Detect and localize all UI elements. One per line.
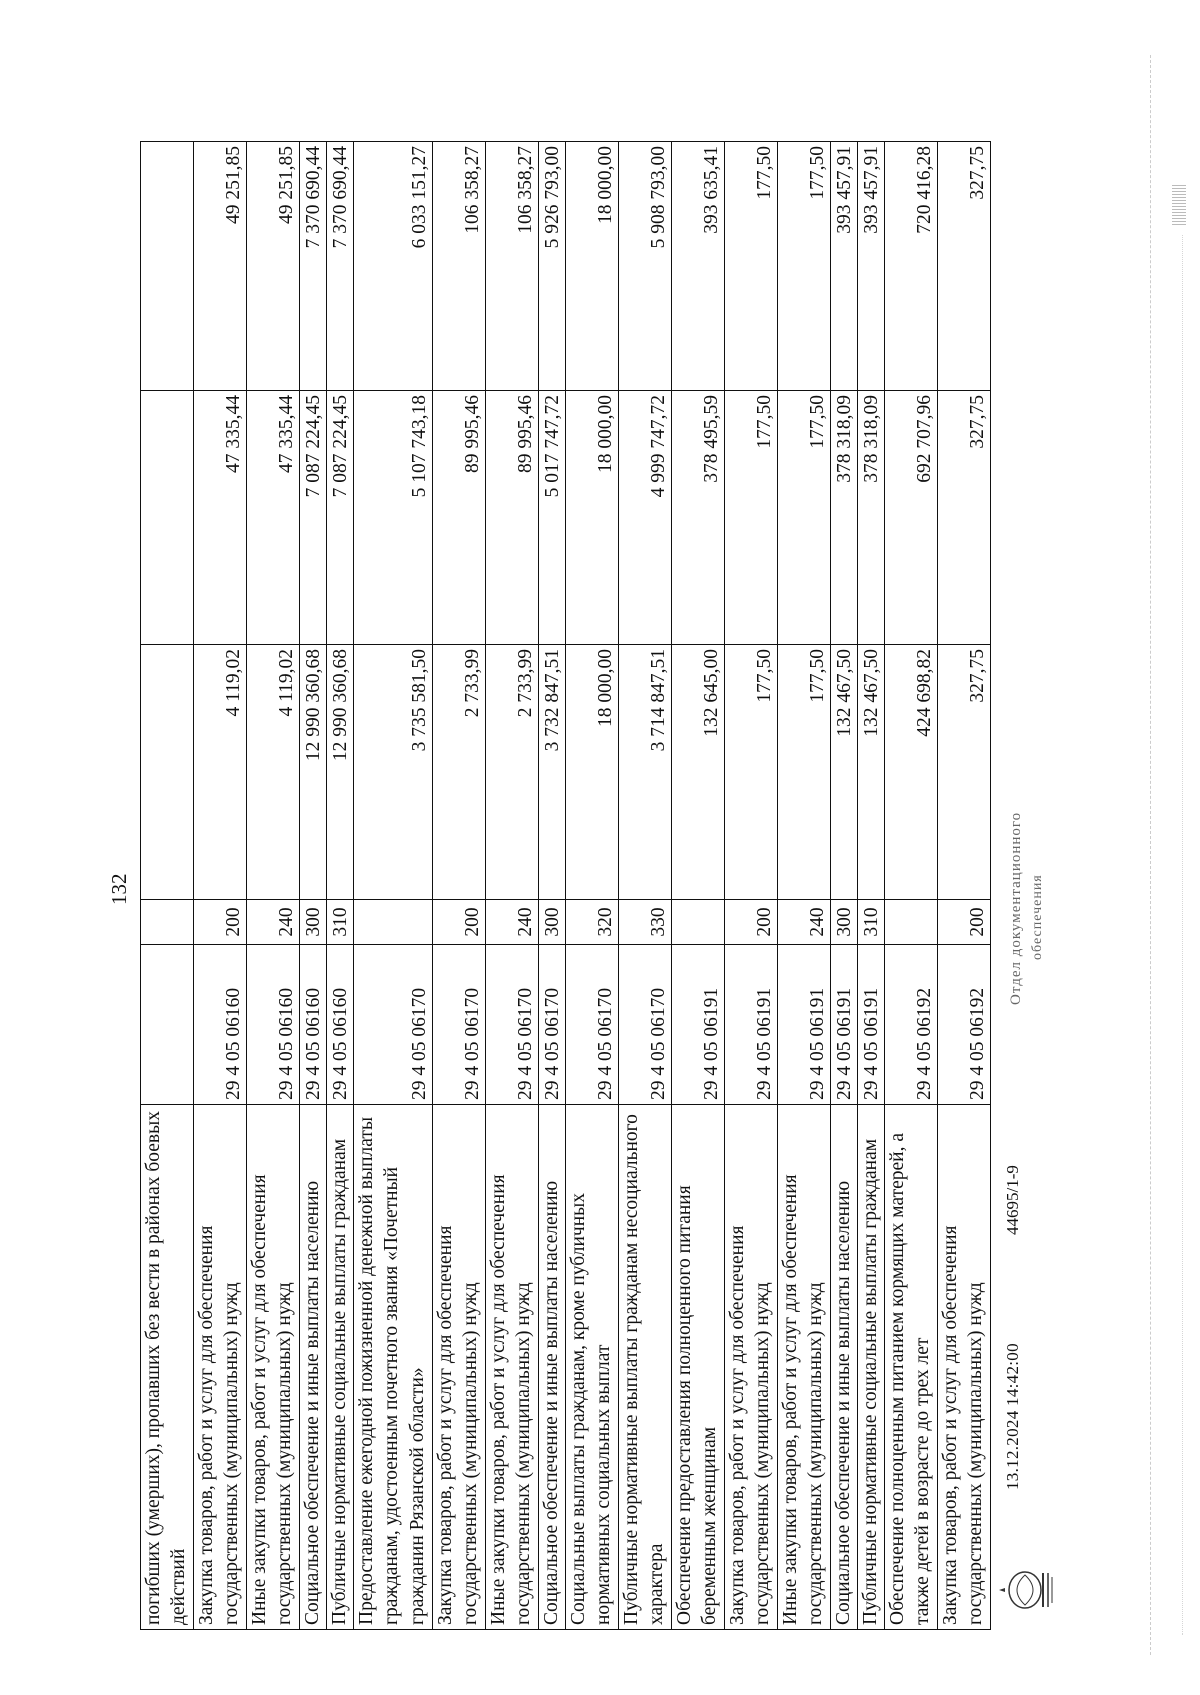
row-value-1: 327,75 — [938, 645, 991, 900]
row-vr — [354, 900, 433, 945]
scan-artifact-mark — [1172, 185, 1186, 225]
row-name: погибших (умерших), пропавших без вести в районах боевых действий — [141, 1105, 194, 1630]
row-code: 29 4 05 06170 — [486, 945, 539, 1105]
row-value-1: 3 714 847,51 — [619, 645, 672, 900]
row-value-2: 18 000,00 — [566, 391, 619, 645]
department-stamp-line-1: Отдел документационного — [1008, 811, 1024, 1005]
row-value-3: 7 370 690,44 — [327, 142, 354, 391]
footer-timestamp: 13.12.2024 14:42:00 — [1003, 1343, 1022, 1490]
table-row — [433, 142, 486, 1630]
row-vr: 200 — [725, 900, 778, 945]
table-row — [194, 142, 247, 1630]
row-name: Социальное обеспечение и иные выплаты населению — [539, 1105, 566, 1630]
row-vr: 320 — [566, 900, 619, 945]
table-row — [354, 142, 433, 1630]
table-row — [327, 142, 354, 1630]
row-value-1: 132 467,50 — [858, 645, 885, 900]
row-value-3: 7 370 690,44 — [300, 142, 327, 391]
row-value-2: 47 335,44 — [194, 391, 247, 645]
row-vr: 200 — [433, 900, 486, 945]
table-row — [672, 142, 725, 1630]
row-vr: 310 — [858, 900, 885, 945]
row-name: Публичные нормативные социальные выплаты гражданам — [327, 1105, 354, 1630]
row-name: Закупка товаров, работ и услуг для обеспечения государственных (муниципальных) нужд — [194, 1105, 247, 1630]
row-value-1: 4 119,02 — [194, 645, 247, 900]
row-code: 29 4 05 06160 — [247, 945, 300, 1105]
row-name: Предоставление ежегодной пожизненной денежной выплаты гражданам, удостоенным почетного звания «Почетный гражданин Рязанской области» — [354, 1105, 433, 1630]
page-number: 132 — [107, 873, 131, 905]
row-code: 29 4 05 06170 — [354, 945, 433, 1105]
row-value-3: 18 000,00 — [566, 142, 619, 391]
row-value-2: 327,75 — [938, 391, 991, 645]
row-value-2: 7 087 224,45 — [300, 391, 327, 645]
row-value-1: 132 645,00 — [672, 645, 725, 900]
row-value-2: 378 318,09 — [858, 391, 885, 645]
row-value-1: 18 000,00 — [566, 645, 619, 900]
row-value-2: 89 995,46 — [486, 391, 539, 645]
row-vr: 240 — [247, 900, 300, 945]
row-vr — [141, 900, 194, 945]
row-vr: 200 — [938, 900, 991, 945]
row-code: 29 4 05 06191 — [778, 945, 831, 1105]
row-value-2: 378 318,09 — [831, 391, 858, 645]
table-row — [486, 142, 539, 1630]
row-value-1: 2 733,99 — [486, 645, 539, 900]
row-value-3: 393 457,91 — [831, 142, 858, 391]
row-value-2: 5 017 747,72 — [539, 391, 566, 645]
row-value-1 — [141, 645, 194, 900]
table-row — [619, 142, 672, 1630]
table-row — [858, 142, 885, 1630]
footer-document-code: 44695/1-9 — [1003, 1165, 1022, 1235]
row-value-2: 378 495,59 — [672, 391, 725, 645]
row-code: 29 4 05 06170 — [566, 945, 619, 1105]
row-value-1: 177,50 — [725, 645, 778, 900]
row-value-3: 720 416,28 — [885, 142, 938, 391]
row-value-3: 5 926 793,00 — [539, 142, 566, 391]
row-value-2: 4 999 747,72 — [619, 391, 672, 645]
row-value-2: 89 995,46 — [433, 391, 486, 645]
row-code: 29 4 05 06191 — [858, 945, 885, 1105]
coat-of-arms-emblem-icon — [995, 1565, 1055, 1615]
row-name: Иные закупки товаров, работ и услуг для обеспечения государственных (муниципальных) нужд — [247, 1105, 300, 1630]
row-vr: 310 — [327, 900, 354, 945]
row-name: Обеспечение полноценным питанием кормящих матерей, а также детей в возрасте до трех лет — [885, 1105, 938, 1630]
row-value-1: 2 733,99 — [433, 645, 486, 900]
row-value-3: 177,50 — [725, 142, 778, 391]
table-row — [831, 142, 858, 1630]
table-row — [247, 142, 300, 1630]
row-vr: 240 — [778, 900, 831, 945]
row-value-1: 3 735 581,50 — [354, 645, 433, 900]
row-code: 29 4 05 06192 — [885, 945, 938, 1105]
row-code: 29 4 05 06160 — [194, 945, 247, 1105]
row-code: 29 4 05 06192 — [938, 945, 991, 1105]
row-value-1: 3 732 847,51 — [539, 645, 566, 900]
row-value-3: 106 358,27 — [486, 142, 539, 391]
row-vr: 240 — [486, 900, 539, 945]
row-code: 29 4 05 06191 — [672, 945, 725, 1105]
row-name: Иные закупки товаров, работ и услуг для обеспечения государственных (муниципальных) нужд — [486, 1105, 539, 1630]
row-code: 29 4 05 06170 — [539, 945, 566, 1105]
row-value-3: 393 457,91 — [858, 142, 885, 391]
row-value-1: 12 990 360,68 — [300, 645, 327, 900]
row-value-3: 327,75 — [938, 142, 991, 391]
table-row — [938, 142, 991, 1630]
row-code: 29 4 05 06191 — [831, 945, 858, 1105]
row-vr: 300 — [539, 900, 566, 945]
scan-artifact-line — [1182, 235, 1183, 1635]
row-name: Закупка товаров, работ и услуг для обеспечения государственных (муниципальных) нужд — [725, 1105, 778, 1630]
row-code: 29 4 05 06160 — [327, 945, 354, 1105]
table-row — [300, 142, 327, 1630]
table-row — [141, 142, 194, 1630]
row-code: 29 4 05 06191 — [725, 945, 778, 1105]
row-vr — [885, 900, 938, 945]
row-value-3 — [141, 142, 194, 391]
row-value-2: 7 087 224,45 — [327, 391, 354, 645]
scan-artifact-line — [1150, 55, 1151, 1655]
row-name: Иные закупки товаров, работ и услуг для обеспечения государственных (муниципальных) нужд — [778, 1105, 831, 1630]
row-value-3: 106 358,27 — [433, 142, 486, 391]
row-name: Социальное обеспечение и иные выплаты населению — [831, 1105, 858, 1630]
budget-table — [140, 141, 991, 1630]
row-vr: 200 — [194, 900, 247, 945]
row-value-3: 49 251,85 — [194, 142, 247, 391]
row-value-3: 393 635,41 — [672, 142, 725, 391]
table-row — [778, 142, 831, 1630]
row-value-3: 49 251,85 — [247, 142, 300, 391]
row-code: 29 4 05 06170 — [433, 945, 486, 1105]
row-value-3: 177,50 — [778, 142, 831, 391]
row-value-2: 692 707,96 — [885, 391, 938, 645]
row-value-2: 5 107 743,18 — [354, 391, 433, 645]
row-vr: 300 — [831, 900, 858, 945]
row-value-1: 4 119,02 — [247, 645, 300, 900]
row-value-3: 6 033 151,27 — [354, 142, 433, 391]
row-vr: 300 — [300, 900, 327, 945]
table-row — [539, 142, 566, 1630]
row-value-1: 177,50 — [778, 645, 831, 900]
row-value-2 — [141, 391, 194, 645]
row-value-2: 177,50 — [725, 391, 778, 645]
table-row — [885, 142, 938, 1630]
row-name: Социальные выплаты гражданам, кроме публичных нормативных социальных выплат — [566, 1105, 619, 1630]
row-value-1: 424 698,82 — [885, 645, 938, 900]
row-value-2: 47 335,44 — [247, 391, 300, 645]
table-row — [725, 142, 778, 1630]
row-value-1: 12 990 360,68 — [327, 645, 354, 900]
row-value-2: 177,50 — [778, 391, 831, 645]
row-vr: 330 — [619, 900, 672, 945]
row-code: 29 4 05 06160 — [300, 945, 327, 1105]
row-code — [141, 945, 194, 1105]
row-name: Социальное обеспечение и иные выплаты населению — [300, 1105, 327, 1630]
row-name: Закупка товаров, работ и услуг для обеспечения государственных (муниципальных) нужд — [433, 1105, 486, 1630]
row-name: Публичные нормативные выплаты гражданам несоциального характера — [619, 1105, 672, 1630]
department-stamp-line-2: обеспечения — [1030, 874, 1045, 960]
row-name: Обеспечение предоставления полноценного питания беременным женщинам — [672, 1105, 725, 1630]
row-value-1: 132 467,50 — [831, 645, 858, 900]
row-vr — [672, 900, 725, 945]
row-name: Публичные нормативные социальные выплаты гражданам — [858, 1105, 885, 1630]
row-value-3: 5 908 793,00 — [619, 142, 672, 391]
row-name: Закупка товаров, работ и услуг для обеспечения государственных (муниципальных) нужд — [938, 1105, 991, 1630]
table-row — [566, 142, 619, 1630]
row-code: 29 4 05 06170 — [619, 945, 672, 1105]
